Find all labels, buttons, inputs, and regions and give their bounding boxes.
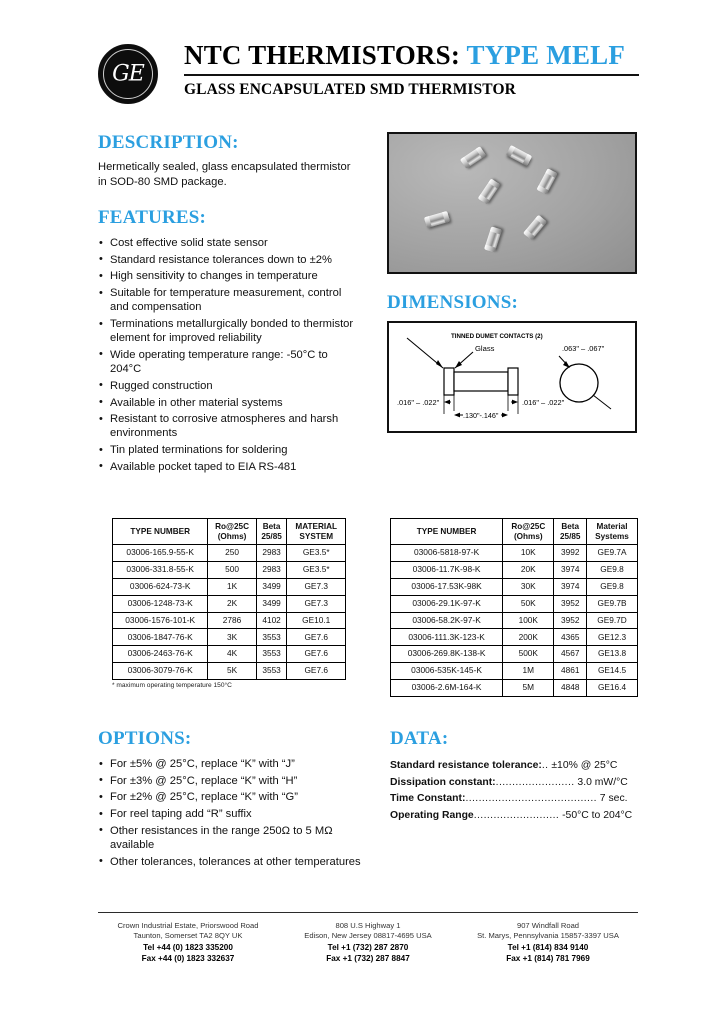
cell-beta: 4567 [554,646,587,663]
option-item: • For ±2% @ 25°C, replace “K” with “G” [98,790,373,804]
cell-mat: GE13.8 [587,646,638,663]
thermistor-chip [478,178,501,204]
column-header: TYPE NUMBER [391,519,503,545]
cell-ro: 2K [208,595,256,612]
title-black-part: NTC THERMISTORS: [184,40,461,70]
cell-ro: 4K [208,646,256,663]
cell-beta: 3553 [256,646,287,663]
table-row [391,646,638,663]
cell-ro: 200K [503,629,554,646]
footer-column [458,921,638,964]
cell-mat: GE7.3 [287,595,346,612]
cell-mat: GE7.6 [287,646,346,663]
cell-ro: 5K [208,663,256,680]
cell-tn: 03006-5818-97-K [391,545,503,562]
cell-mat: GE9.7B [587,595,638,612]
table-row [113,646,346,663]
features-heading: FEATURES: [98,207,207,228]
cell-beta: 3992 [554,545,587,562]
cell-mat: GE7.6 [287,663,346,680]
footer-line1: Crown Industrial Estate, Priorswood Road [117,921,259,930]
cell-ro: 30K [503,578,554,595]
data-row-dots: .. [541,760,549,771]
cell-ro: 50K [503,595,554,612]
feature-item: • Available pocket taped to EIA RS-481 [98,460,360,474]
feature-item: • Available in other material systems [98,396,360,410]
cell-tn: 03006-29.1K-97-K [391,595,503,612]
spec-table-right-wrapper [390,518,638,697]
table-row [391,595,638,612]
thermistor-chip [424,211,450,228]
table-row [113,561,346,578]
label-body-length: .130"-.146" [463,411,499,420]
cell-tn: 03006-1248-73-K [113,595,208,612]
feature-item: • Terminations metallurgically bonded to thermistor element for improved reliability [98,317,360,345]
label-left-width: .016" – .022" [397,398,440,407]
footer-line2: Taunton, Somerset TA2 8QY UK [133,931,243,941]
spec-table-left-footnote: * maximum operating temperature 150°C [112,682,232,689]
cell-ro: 10K [503,545,554,562]
cell-beta: 4848 [554,680,587,697]
cell-beta: 4861 [554,663,587,680]
option-item: • For reel taping add “R” suffix [98,807,373,821]
cell-ro: 1K [208,578,256,595]
table-row [391,612,638,629]
option-item: • For ±5% @ 25°C, replace “K” with “J” [98,757,373,771]
footer-tel: Tel +1 (814) 834 9140 [507,942,589,952]
left-column [98,132,360,477]
data-section [390,728,646,824]
label-right-width: .016" – .022" [522,398,565,407]
ge-logo-icon [98,44,158,104]
product-photo [387,132,637,274]
footer-tel: Tel +44 (0) 1823 335200 [143,942,233,952]
table-row [113,612,346,629]
cell-beta: 3553 [256,663,287,680]
table-row [113,629,346,646]
cell-mat: GE14.5 [587,663,638,680]
dimensions-drawing [387,321,637,433]
data-row-dots: ........................ [495,776,575,788]
option-item: • Other resistances in the range 250Ω to 5 MΩ available [98,824,373,852]
cell-beta: 4365 [554,629,587,646]
table-row [391,663,638,680]
cell-mat: GE9.7D [587,612,638,629]
cell-beta: 3952 [554,612,587,629]
right-column [387,132,637,433]
label-tinned-dumet-contacts: TINNED DUMET CONTACTS (2) [451,333,543,340]
data-row-label: Standard resistance tolerance: [390,760,542,771]
cell-mat: GE3.5* [287,545,346,562]
cell-mat: GE10.1 [287,612,346,629]
feature-item: • High sensitivity to changes in temperature [98,269,360,283]
page-header [98,38,643,116]
table-row [391,680,638,697]
feature-item: • Rugged construction [98,379,360,393]
description-body: Hermetically sealed, glass encapsulated thermistor in SOD-80 SMD package. [98,161,351,188]
description-heading: DESCRIPTION: [98,132,239,153]
footer-line2: Edison, New Jersey 08817-4695 USA [304,931,432,941]
cell-beta: 3553 [256,629,287,646]
cell-beta: 3974 [554,561,587,578]
table-row [391,629,638,646]
cell-mat: GE12.3 [587,629,638,646]
data-row-value: -50°C to 204°C [559,809,633,821]
column-header: TYPE NUMBER [113,519,208,545]
cell-ro: 250 [208,545,256,562]
cell-ro: 20K [503,561,554,578]
data-row [390,791,646,808]
title-accent-part: TYPE MELF [466,40,626,70]
cell-ro: 100K [503,612,554,629]
column-header: Beta 25/85 [554,519,587,545]
table-row [391,561,638,578]
footer-line2: St. Marys, Pennsylvania 15857-3397 USA [477,931,619,941]
spec-table-right [390,518,638,697]
cell-beta: 3499 [256,578,287,595]
page-footer [98,921,638,964]
logo-monogram: GE [112,61,144,87]
options-list [98,757,373,869]
label-diameter: .063" – .067" [562,344,605,353]
table-row [391,578,638,595]
page-title [184,38,644,72]
table-header-row [391,519,638,545]
cell-ro: 3K [208,629,256,646]
column-header: Ro@25C (Ohms) [503,519,554,545]
thermistor-chip [523,215,547,240]
footer-column [278,921,458,964]
cell-mat: GE3.5* [287,561,346,578]
cell-tn: 03006-269.8K-138-K [391,646,503,663]
cell-tn: 03006-1576-101-K [113,612,208,629]
column-header: Beta 25/85 [256,519,287,545]
options-section [98,728,373,871]
data-row-dots: ........................................ [465,793,597,804]
cell-tn: 03006-624-73-K [113,578,208,595]
spec-table-left-wrapper [112,518,346,689]
data-row-label: Operating Range [390,809,474,821]
table-row [113,578,346,595]
data-row-dots: .......................... [473,809,560,821]
cell-mat: GE7.3 [287,578,346,595]
option-item: • Other tolerances, tolerances at other temperatures [98,855,373,869]
title-divider [184,74,639,76]
cell-mat: GE7.6 [287,629,346,646]
feature-item: • Standard resistance tolerances down to ±2% [98,253,360,267]
options-heading: OPTIONS: [98,728,192,749]
table-row [113,595,346,612]
data-row-value: ±10% @ 25°C [548,760,618,771]
footer-divider [98,912,638,913]
table-row [391,545,638,562]
dimensions-svg [389,323,635,431]
data-row [390,758,646,775]
option-item: • For ±3% @ 25°C, replace “K” with “H” [98,774,373,788]
thermistor-chip [537,168,558,194]
cell-tn: 03006-165.9-55-K [113,545,208,562]
table-header-row [113,519,346,545]
column-header: MATERIAL SYSTEM [287,519,346,545]
page-subtitle: GLASS ENCAPSULATED SMD THERMISTOR [184,81,516,98]
thermistor-chip [460,146,486,169]
footer-tel: Tel +1 (732) 287 2870 [327,942,409,952]
cell-beta: 2983 [256,545,287,562]
cell-tn: 03006-11.7K-98-K [391,561,503,578]
feature-item: • Suitable for temperature measurement, control and compensation [98,286,360,314]
footer-fax: Fax +1 (732) 287 8847 [326,953,410,963]
footer-fax: Fax +1 (814) 781 7969 [506,953,590,963]
cell-tn: 03006-2.6M-164-K [391,680,503,697]
title-block [184,38,644,99]
data-row [390,775,646,792]
cell-tn: 03006-331.8-55-K [113,561,208,578]
feature-item: • Cost effective solid state sensor [98,236,360,250]
cell-tn: 03006-535K-145-K [391,663,503,680]
cell-beta: 3952 [554,595,587,612]
data-row [390,808,646,825]
cell-tn: 03006-1847-76-K [113,629,208,646]
dimensions-heading: DIMENSIONS: [387,292,518,313]
footer-fax: Fax +44 (0) 1823 332637 [141,953,235,963]
cell-ro: 500K [503,646,554,663]
feature-item: • Resistant to corrosive atmospheres and harsh environments [98,412,360,440]
cell-mat: GE16.4 [587,680,638,697]
footer-column [98,921,278,964]
label-glass: Glass [475,344,495,353]
data-row-value: 3.0 mW/°C [574,776,628,788]
spec-table-left [112,518,346,680]
cell-tn: 03006-17.53K-98K [391,578,503,595]
feature-item: • Tin plated terminations for soldering [98,443,360,457]
features-list [98,236,360,474]
cell-tn: 03006-2463-76-K [113,646,208,663]
data-row-label: Time Constant: [390,793,466,804]
cell-ro: 5M [503,680,554,697]
data-rows [390,758,646,824]
footer-line1: 907 Windfall Road [516,921,580,930]
cell-mat: GE9.7A [587,545,638,562]
cell-mat: GE9.8 [587,561,638,578]
thermistor-chip [484,226,502,252]
table-row [113,663,346,680]
thermistor-chip [506,145,532,166]
cell-tn: 03006-111.3K-123-K [391,629,503,646]
cell-beta: 2983 [256,561,287,578]
cell-tn: 03006-58.2K-97-K [391,612,503,629]
cell-ro: 2786 [208,612,256,629]
data-row-value: 7 sec. [596,793,628,804]
footer-line1: 808 U.S Highway 1 [335,921,401,930]
cell-ro: 500 [208,561,256,578]
feature-item: • Wide operating temperature range: -50°C to 204°C [98,348,360,376]
cell-beta: 3974 [554,578,587,595]
cell-ro: 1M [503,663,554,680]
cell-mat: GE9.8 [587,578,638,595]
cell-beta: 3499 [256,595,287,612]
table-row [113,545,346,562]
cell-tn: 03006-3079-76-K [113,663,208,680]
data-heading: DATA: [390,728,449,749]
column-header: Ro@25C (Ohms) [208,519,256,545]
data-row-label: Dissipation constant: [390,776,496,788]
cell-beta: 4102 [256,612,287,629]
column-header: Material Systems [587,519,638,545]
